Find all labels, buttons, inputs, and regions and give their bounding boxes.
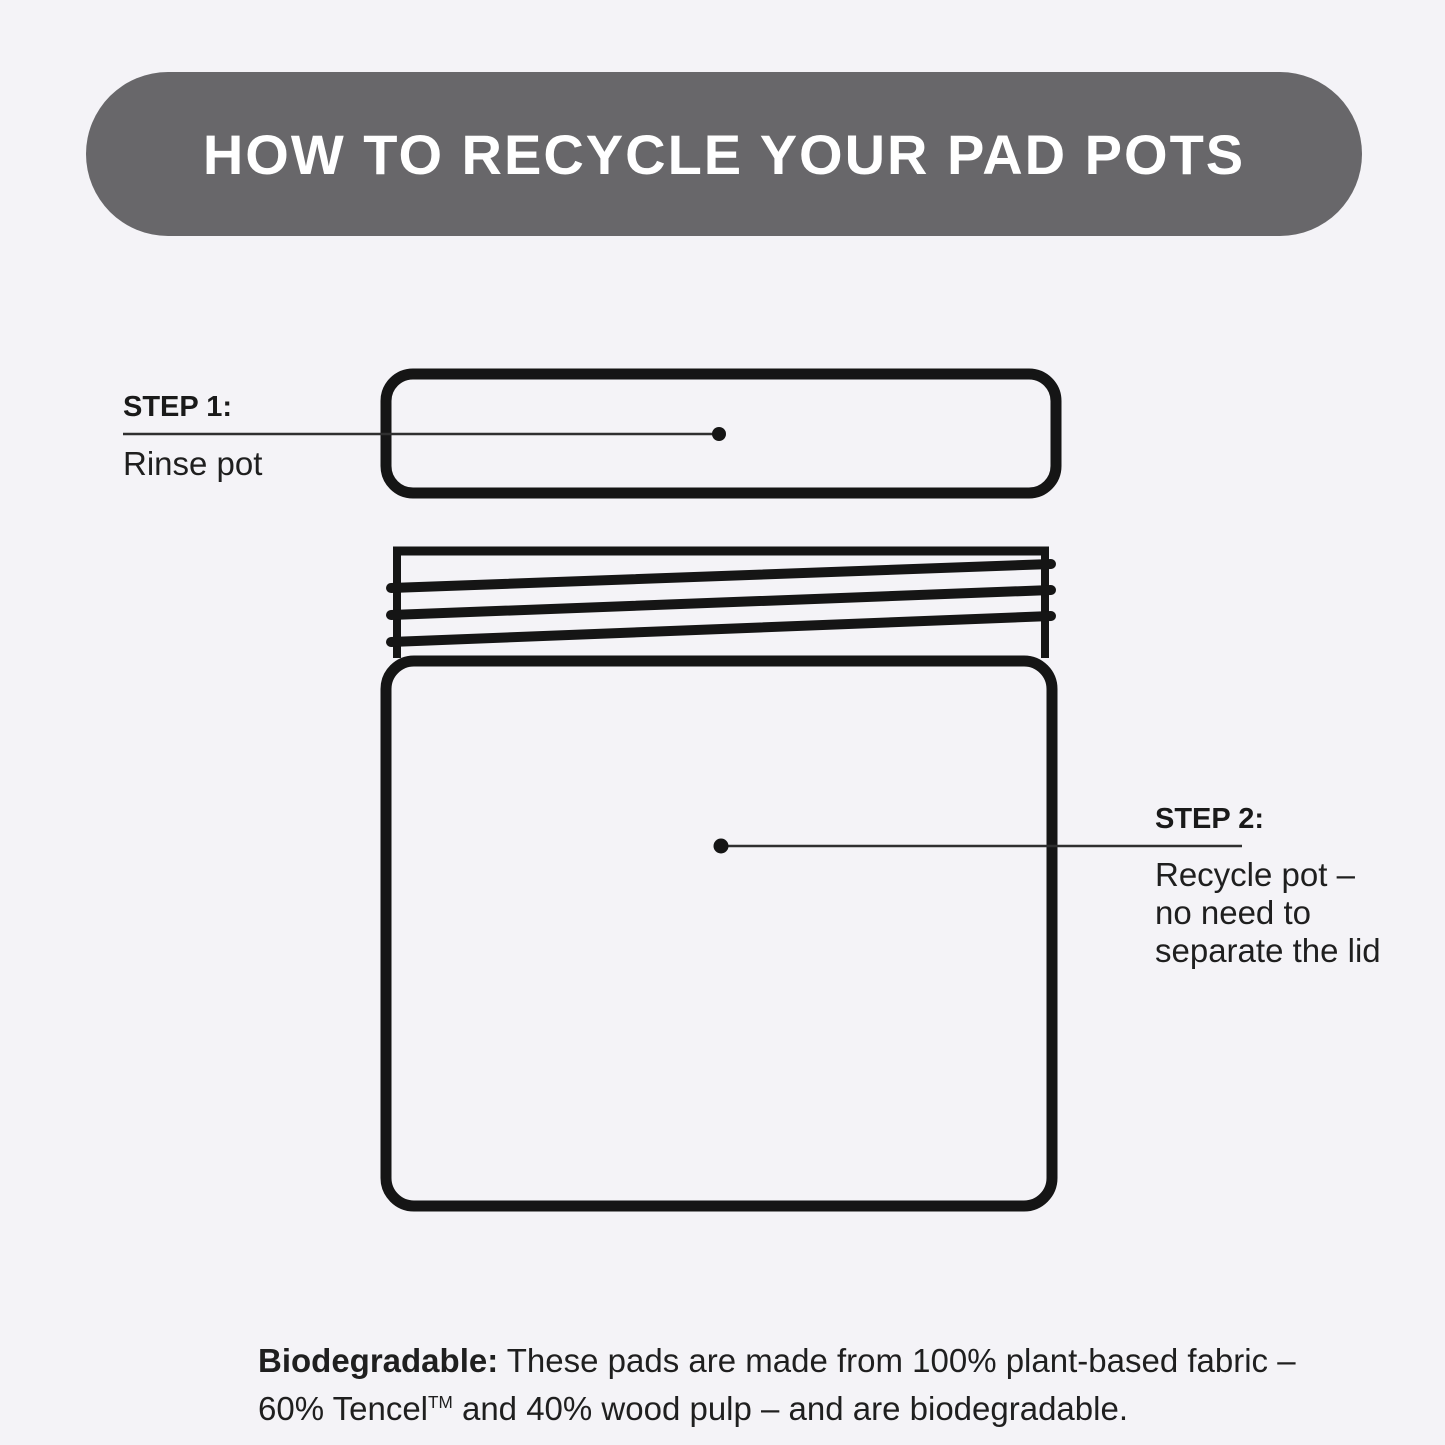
- thread-line-2: [391, 590, 1051, 615]
- thread-line-3: [391, 616, 1051, 642]
- step2-description: [1155, 856, 1381, 970]
- step1-description: Rinse pot: [123, 445, 263, 482]
- biodegradable-line2-end: and 40% wood pulp – and are biodegradable.: [452, 1390, 1128, 1427]
- biodegradable-line1: These pads are made from 100% plant-based fabric –: [498, 1342, 1296, 1379]
- thread-line-1: [391, 564, 1051, 588]
- biodegradable-line2-start: 60% Tencel: [258, 1390, 429, 1427]
- trademark-symbol: TM: [428, 1392, 453, 1412]
- biodegradable-note: [258, 1337, 1296, 1433]
- step2-title: STEP 2:: [1155, 803, 1265, 835]
- screw-threads-icon: [391, 548, 1051, 658]
- pot-body: [386, 661, 1052, 1206]
- step2-line-1: Recycle pot –: [1155, 856, 1355, 893]
- step1-title: STEP 1:: [123, 391, 233, 423]
- step2-line-3: separate the lid: [1155, 932, 1381, 969]
- step1-anchor-dot: [712, 427, 726, 441]
- step2-anchor-dot: [714, 839, 729, 854]
- biodegradable-label: Biodegradable:: [258, 1342, 499, 1379]
- page-title: HOW TO RECYCLE YOUR PAD POTS: [202, 122, 1246, 186]
- step2-line-2: no need to: [1155, 894, 1311, 931]
